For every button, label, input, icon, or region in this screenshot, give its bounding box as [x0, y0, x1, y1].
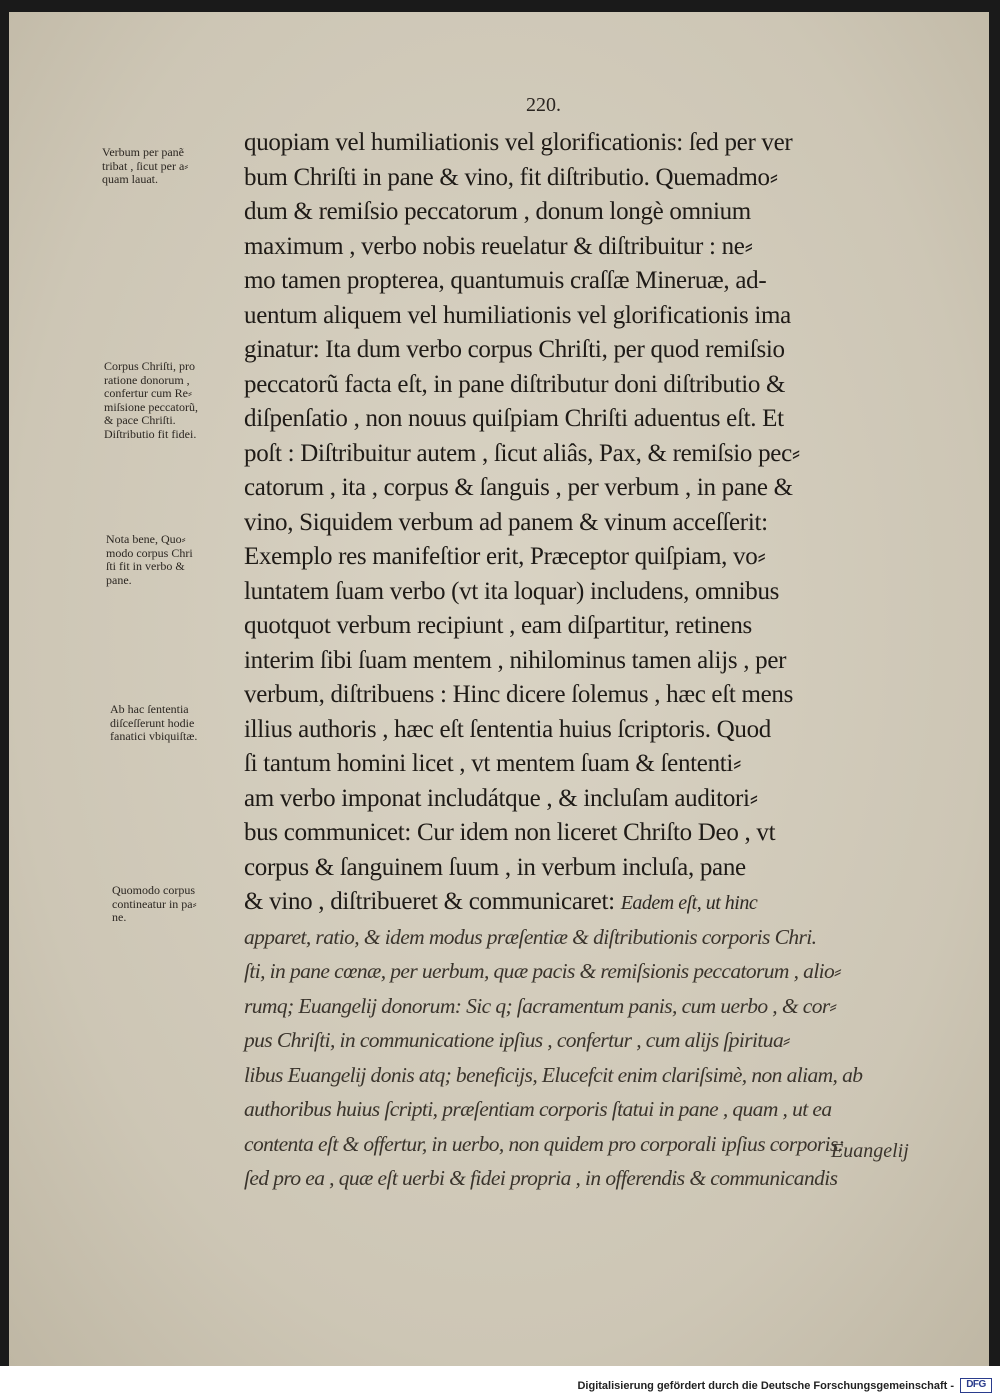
text-line-roman: & vino , diſtribueret & communicaret:	[244, 888, 615, 915]
marginal-line: tribat , ſicut per a⸗	[102, 158, 189, 173]
text-line: uentum aliquem vel humiliationis vel glorificationis ima	[244, 301, 791, 329]
marginal-line: modo corpus Chri	[106, 545, 193, 560]
page-number: 220.	[526, 94, 561, 116]
text-line: verbum, diſtribuens : Hinc dicere ſolemus , hæc eſt mens	[244, 681, 794, 708]
funding-notice: Digitalisierung gefördert durch die Deutsche Forschungsgemeinschaft -	[577, 1380, 954, 1392]
text-line: vino, Siquidem verbum ad panem & vinum acceſſerit:	[244, 508, 768, 536]
text-line: illius authoris , hæc eſt ſententia huius ſcriptoris. Quod	[244, 715, 771, 743]
text-line: maximum , verbo nobis reuelatur & diſtribuitur : ne⸗	[244, 232, 753, 260]
marginal-line: Ab hac ſententia	[110, 702, 189, 716]
italic-line: contenta eſt & offertur, in uerbo, non quidem pro corporali ipſius corporis:	[244, 1131, 845, 1156]
marginal-note-5	[112, 884, 197, 925]
marginal-note-1	[102, 146, 188, 187]
italic-line: pus Chriſti, in communicatione ipſius , confertur , cum alijs ſpiritua⸗	[244, 1028, 790, 1052]
marginal-line: Verbum per panẽ	[102, 145, 184, 159]
marginal-line: fanatici vbiquiſtæ.	[110, 729, 198, 743]
text-line: diſpenſatio , non nouus quiſpiam Chriſti aduentus eſt. Et	[244, 405, 784, 432]
text-line: ginatur: Ita dum verbo corpus Chriſti, per quod remiſsio	[244, 336, 785, 363]
italic-line: rumq; Euangelij donorum: Sic q; ſacramentum panis, cum uerbo , & cor⸗	[244, 993, 837, 1018]
marginal-line: contineatur in pa⸗	[112, 896, 197, 911]
text-line: corpus & ſanguinem ſuum , in verbum incluſa, pane	[244, 853, 746, 881]
text-line-mixed	[244, 885, 934, 920]
marginal-line: diſceſſerunt hodie	[110, 715, 195, 730]
marginal-line: quam lauat.	[102, 172, 158, 186]
text-line: mo tamen propterea, quantumuis craſſæ Mineruæ, ad-	[244, 267, 767, 294]
marginal-line: ſti fit in verbo &	[106, 559, 185, 573]
marginal-line: Quomodo corpus	[112, 883, 195, 897]
dfg-logo: DFG	[960, 1378, 992, 1393]
marginal-line: Corpus Chriſti, pro	[104, 359, 196, 373]
marginal-note-4	[110, 703, 197, 744]
text-line: luntatem ſuam verbo (vt ita loquar) includens, omnibus	[244, 577, 780, 605]
text-line: poſt : Diſtribuitur autem , ſicut aliâs, Pax, & remiſsio pec⸗	[244, 439, 800, 467]
italic-line: apparet, ratio, & idem modus præſentiæ & diſtributionis corporis Chri.	[244, 924, 817, 949]
italic-line: libus Euangelij donis atq; beneficijs, Elucefcit enim clariſsimè, non aliam, ab	[244, 1062, 863, 1087]
text-line: interim ſibi ſuam mentem , nihilominus tamen alijs , per	[244, 646, 787, 674]
italic-line: authoribus huius ſcripti, præſentiam corporis ſtatui in pane , quam , ut ea	[244, 1097, 832, 1121]
text-line: ſi tantum homini licet , vt mentem ſuam & ſententi⸗	[244, 750, 742, 777]
text-line: am verbo imponat includátque , & incluſam auditori⸗	[244, 784, 758, 812]
text-line: dum & remiſsio peccatorum , donum longè omnium	[244, 198, 751, 225]
marginal-line: miſsione peccatorũ,	[104, 399, 198, 414]
marginal-line: Diſtributio fit fidei.	[104, 426, 197, 441]
text-line: bum Chriſti in pane & vino, fit diſtributio. Quemadmo⸗	[244, 163, 778, 191]
marginal-note-3	[106, 533, 193, 587]
text-line: bus communicet: Cur idem non liceret Chriſto Deo , vt	[244, 819, 776, 846]
marginal-note-2	[104, 360, 198, 441]
catchword: Euangelij	[831, 1140, 909, 1162]
italic-line: ſti, in pane cœnæ, per uerbum, quæ pacis & remiſsionis peccatorum , alio⸗	[244, 959, 841, 983]
text-line: catorum , ita , corpus & ſanguis , per verbum , in pane &	[244, 474, 793, 501]
text-line: quotquot verbum recipiunt , eam diſpartitur, retinens	[244, 612, 752, 639]
text-line: Exemplo res manifeſtior erit, Præceptor quiſpiam, vo⸗	[244, 543, 766, 570]
marginal-line: ratione donorum ,	[104, 372, 190, 387]
marginal-line: confertur cum Re⸗	[104, 386, 192, 400]
marginal-line: pane.	[106, 572, 132, 587]
marginal-line: Nota bene, Quo⸗	[106, 532, 186, 546]
text-line-italic-tail: Eadem eſt, ut hinc	[620, 892, 758, 914]
text-line: quopiam vel humiliationis vel glorificationis: ſed per ver	[244, 129, 793, 156]
italic-line: ſed pro ea , quæ eſt uerbi & fidei propria , in offerendis & communicandis	[244, 1166, 838, 1190]
marginal-line: & pace Chriſti.	[104, 413, 176, 427]
marginal-line: ne.	[112, 910, 127, 924]
main-text-block	[244, 126, 934, 1196]
text-line: peccatorũ facta eſt, in pane diſtributur doni diſtributio &	[244, 370, 786, 398]
